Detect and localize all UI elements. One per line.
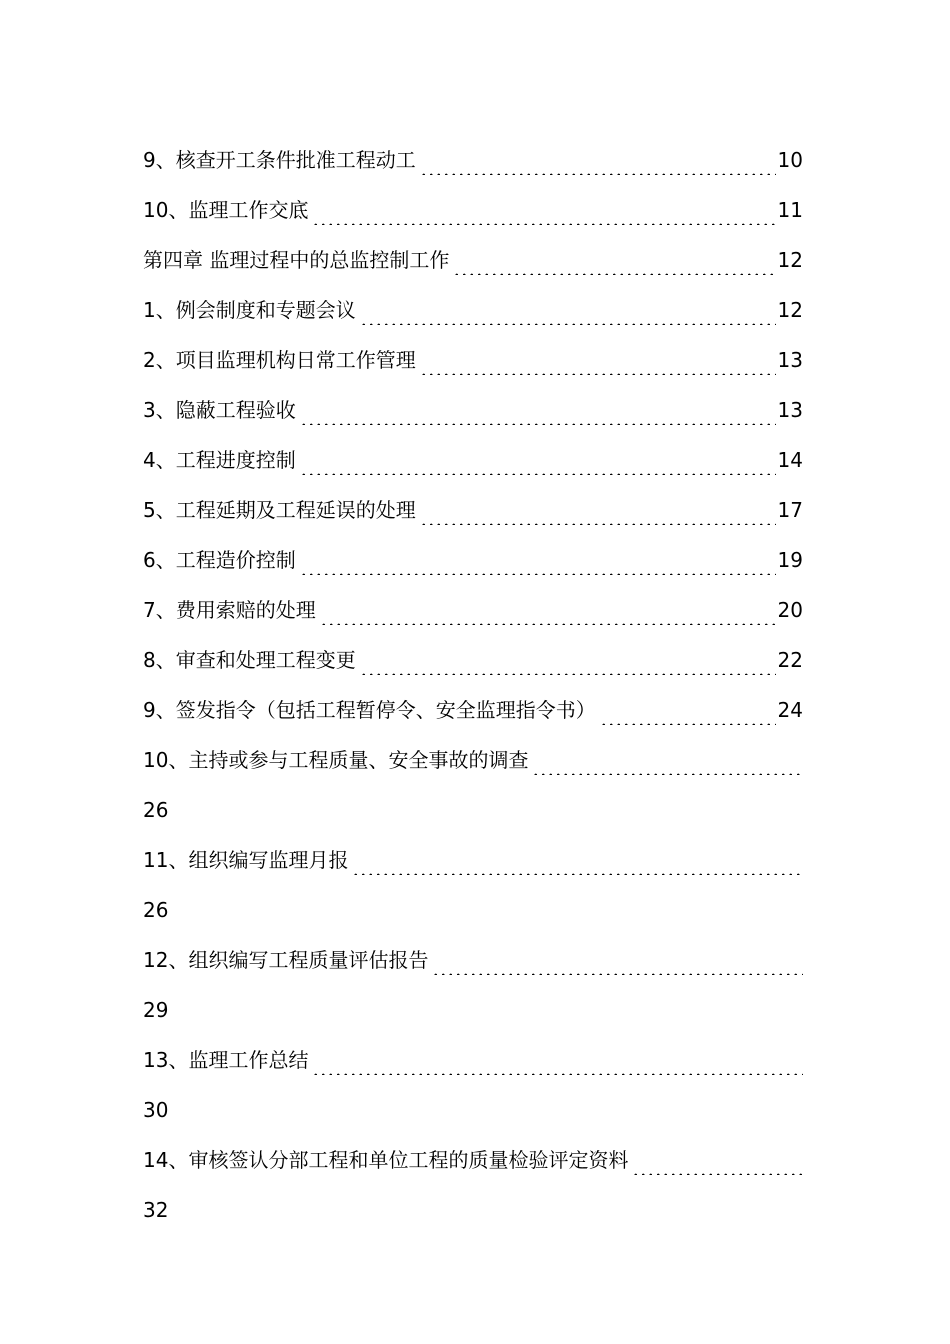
toc-entry-title: 5、工程延期及工程延误的处理 [143,498,416,522]
toc-entry[interactable] [143,585,803,635]
toc-entry[interactable] [143,385,803,435]
toc-entry-page-line [143,785,803,835]
toc-entry-title: 13、监理工作总结 [143,1048,309,1072]
dot-leader [352,845,803,875]
toc-entry[interactable] [143,1035,803,1085]
table-of-contents [143,135,803,1235]
toc-entry[interactable] [143,185,803,235]
dot-leader [453,245,775,275]
dot-leader [632,1145,803,1175]
dot-leader [420,495,776,525]
dot-leader [532,745,803,775]
toc-entry-page-line [143,1185,803,1235]
toc-entry-page-number: 12 [777,298,803,322]
toc-entry-title: 10、主持或参与工程质量、安全事故的调查 [143,748,529,772]
toc-entry-page-number: 26 [143,898,169,922]
toc-entry[interactable] [143,285,803,335]
toc-entry-page-number: 11 [777,198,803,222]
toc-entry-page-line [143,885,803,935]
dot-leader [600,695,776,725]
toc-entry[interactable] [143,435,803,485]
dot-leader [300,395,776,425]
toc-entry[interactable] [143,335,803,385]
toc-entry[interactable] [143,635,803,685]
toc-entry-title: 6、工程造价控制 [143,548,296,572]
toc-entry[interactable] [143,235,803,285]
toc-entry-title: 2、项目监理机构日常工作管理 [143,348,416,372]
dot-leader [420,145,776,175]
dot-leader [300,445,776,475]
toc-entry-title: 10、监理工作交底 [143,198,309,222]
toc-entry-title: 9、核查开工条件批准工程动工 [143,148,416,172]
toc-entry-page-number: 26 [143,798,169,822]
dot-leader [360,645,776,675]
toc-entry[interactable] [143,1135,803,1185]
toc-entry-title: 第四章 监理过程中的总监控制工作 [143,248,450,272]
toc-entry-title: 4、工程进度控制 [143,448,296,472]
dot-leader [360,295,776,325]
toc-entry-title: 1、例会制度和专题会议 [143,298,356,322]
toc-entry-title: 12、组织编写工程质量评估报告 [143,948,429,972]
toc-entry-page-number: 10 [777,148,803,172]
toc-entry-page-number: 12 [777,248,803,272]
toc-entry-page-number: 30 [143,1098,169,1122]
toc-entry-title: 9、签发指令（包括工程暂停令、安全监理指令书） [143,698,596,722]
toc-entry[interactable] [143,735,803,785]
toc-entry-page-number: 13 [777,398,803,422]
toc-entry-page-line [143,1085,803,1135]
toc-entry-page-number: 19 [777,548,803,572]
toc-entry-title: 8、审查和处理工程变更 [143,648,356,672]
toc-entry-page-number: 29 [143,998,169,1022]
toc-entry-page-number: 32 [143,1198,169,1222]
dot-leader [420,345,776,375]
toc-entry-page-number: 13 [777,348,803,372]
dot-leader [432,945,803,975]
toc-entry-page-number: 24 [777,698,803,722]
toc-entry-page-number: 17 [777,498,803,522]
dot-leader [312,195,775,225]
dot-leader [300,545,776,575]
toc-entry[interactable] [143,935,803,985]
toc-entry-page-number: 20 [777,598,803,622]
toc-entry-page-number: 14 [777,448,803,472]
toc-entry-page-number: 22 [777,648,803,672]
dot-leader [312,1045,803,1075]
toc-entry[interactable] [143,685,803,735]
toc-entry-title: 11、组织编写监理月报 [143,848,349,872]
toc-entry[interactable] [143,835,803,885]
toc-entry-title: 3、隐蔽工程验收 [143,398,296,422]
toc-entry[interactable] [143,135,803,185]
toc-entry-page-line [143,985,803,1035]
toc-entry-title: 14、审核签认分部工程和单位工程的质量检验评定资料 [143,1148,629,1172]
toc-entry-title: 7、费用索赔的处理 [143,598,316,622]
toc-entry[interactable] [143,485,803,535]
toc-entry[interactable] [143,535,803,585]
dot-leader [320,595,776,625]
